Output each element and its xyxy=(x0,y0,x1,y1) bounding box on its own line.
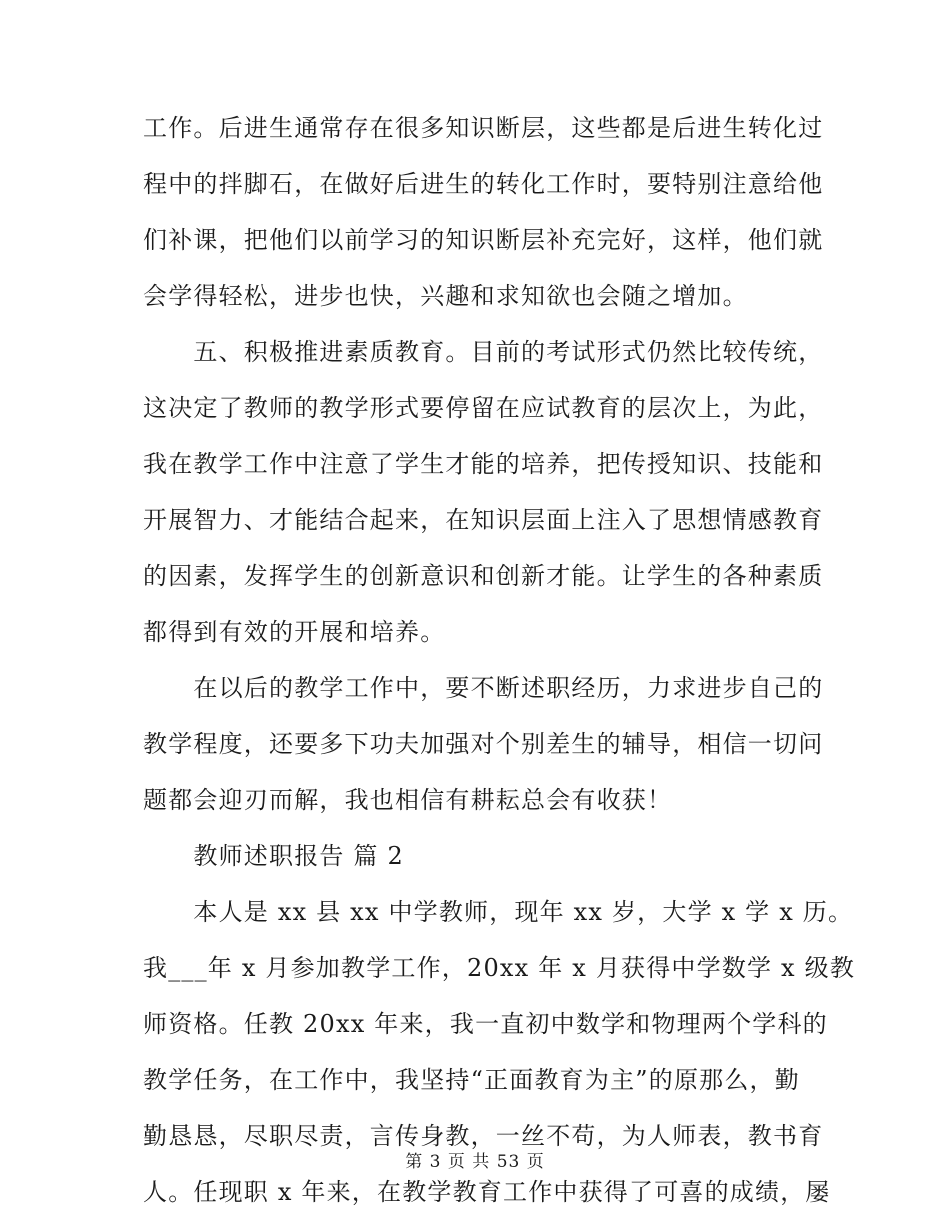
text-line: 五、积极推进素质教育。目前的考试形式仍然比较传统， xyxy=(143,338,824,366)
text-line: 本人是 xx 县 xx 中学教师，现年 xx 岁，大学 x 学 x 历。 xyxy=(143,898,854,926)
text-line: 我___年 x 月参加教学工作，20xx 年 x 月获得中学数学 x 级教 xyxy=(143,954,856,982)
section-heading: 教师述职报告 篇 2 xyxy=(143,842,404,870)
text-line: 这决定了教师的教学形式要停留在应试教育的层次上，为此， xyxy=(143,394,824,422)
text-line: 我在教学工作中注意了学生才能的培养，把传授知识、技能和 xyxy=(143,450,824,478)
text-line: 们补课，把他们以前学习的知识断层补充完好，这样，他们就 xyxy=(143,226,824,254)
text-line: 题都会迎刃而解，我也相信有耕耘总会有收获！ xyxy=(143,786,673,814)
text-line: 教学任务，在工作中，我坚持“正面教育为主”的原那么，勤 xyxy=(143,1066,800,1094)
text-line: 勤恳恳，尽职尽责，言传身教，一丝不苟，为人师表，教书育 xyxy=(143,1122,824,1150)
page-number-footer: 第 3 页 共 53 页 xyxy=(405,1152,545,1172)
text-line: 人。任现职 x 年来，在教学教育工作中获得了可喜的成绩，屡 xyxy=(143,1178,831,1206)
document-body xyxy=(143,100,856,1220)
text-line: 工作。后进生通常存在很多知识断层，这些都是后进生转化过 xyxy=(143,114,824,142)
text-line: 开展智力、才能结合起来，在知识层面上注入了思想情感教育 xyxy=(143,506,824,534)
text-line: 师资格。任教 20xx 年来，我一直初中数学和物理两个学科的 xyxy=(143,1010,828,1038)
text-line: 程中的拌脚石，在做好后进生的转化工作时，要特别注意给他 xyxy=(143,170,824,198)
text-line: 教学程度，还要多下功夫加强对个别差生的辅导，相信一切问 xyxy=(143,730,824,758)
text-line: 的因素，发挥学生的创新意识和创新才能。让学生的各种素质 xyxy=(143,562,824,590)
text-line: 会学得轻松，进步也快，兴趣和求知欲也会随之增加。 xyxy=(143,282,748,310)
text-line: 都得到有效的开展和培养。 xyxy=(143,618,446,646)
text-line: 在以后的教学工作中，要不断述职经历，力求进步自己的 xyxy=(143,674,824,702)
